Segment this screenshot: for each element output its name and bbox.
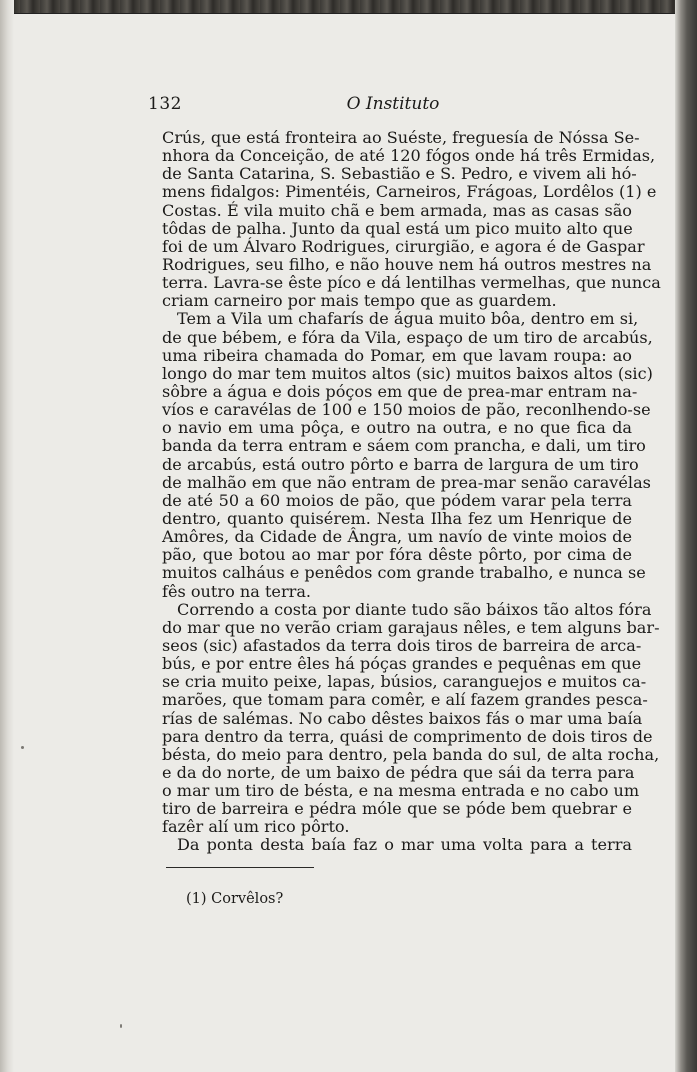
text-line: muitos calháus e penêdos com grande trabalho, e nunca se xyxy=(162,563,646,583)
text-line: Costas. É vila muito chã e bem armada, mas as casas são xyxy=(162,200,632,220)
text-line: fês outro na terra. xyxy=(162,581,312,601)
page-left-edge xyxy=(0,0,14,1072)
text-line: seos (sic) afastados da terra dois tiros de barreira de arca- xyxy=(162,635,642,655)
text-line: nhora da Conceição, de até 120 fógos onde há três Ermidas, xyxy=(162,146,656,166)
text-line: Rodrigues, seu filho, e não houve nem há outros mestres na xyxy=(162,254,652,274)
paper-speck xyxy=(21,746,24,749)
text-line: Amôres, da Cidade de Ângra, um navío de vinte moios de xyxy=(162,527,632,547)
text-line: marões, que tomam para comêr, e alí fazem grandes pesca- xyxy=(162,690,648,710)
text-line: rías de salémas. No cabo dêstes baixos fás o mar uma baía xyxy=(162,708,643,728)
text-line: uma ribeira chamada do Pomar, em que lavam roupa: ao xyxy=(162,345,632,365)
paper-speck xyxy=(120,1024,122,1028)
text-line: do mar que no verão criam garajaus nêles, e tem alguns bar- xyxy=(162,617,660,637)
text-line: de arcabús, está outro pôrto e barra de largura de um tiro xyxy=(162,454,639,474)
text-line: e da do norte, de um baixo de pédra que sái da terra para xyxy=(162,762,635,782)
book-binding-edge xyxy=(675,0,697,1072)
text-line: o navio em uma pôça, e outro na outra, e no que fica da xyxy=(162,418,632,438)
footnote-divider xyxy=(166,867,314,868)
text-line: Tem a Vila um chafarís de água muito bôa, dentro em si, xyxy=(177,309,639,329)
running-title: O Instituto xyxy=(346,94,440,114)
text-line: Da ponta desta baía faz o mar uma volta para a terra xyxy=(177,835,632,855)
text-line: mens fidalgos: Pimentéis, Carneiros, Frágoas, Lordêlos (1) e xyxy=(162,182,657,202)
text-line: bús, e por entre êles há póças grandes e pequênas em que xyxy=(162,654,642,674)
book-cover-edge xyxy=(0,0,697,14)
text-line: dentro, quanto quisérem. Nesta Ilha fez um Henrique de xyxy=(162,508,632,528)
text-line: banda da terra entram e sáem com prancha, e dali, um tiro xyxy=(162,436,646,456)
text-line: Correndo a costa por diante tudo são báixos tão altos fóra xyxy=(177,599,652,619)
page-header xyxy=(148,94,638,118)
text-line: de até 50 a 60 moios de pão, que pódem varar pela terra xyxy=(162,490,632,510)
text-line: fazêr alí um rico pôrto. xyxy=(162,817,350,837)
text-line: tôdas de palha. Junto da qual está um pico muito alto que xyxy=(162,218,633,238)
text-line: para dentro da terra, quási de comprimento de dois tiros de xyxy=(162,726,653,746)
text-line: de malhão em que não entram de prea-mar senão caravélas xyxy=(162,472,651,492)
text-line: o mar um tiro de bésta, e na mesma entrada e no cabo um xyxy=(162,781,640,801)
body-text xyxy=(162,128,661,855)
footnote: (1) Corvêlos? xyxy=(186,891,284,907)
text-line: de Santa Catarina, S. Sebastião e S. Pedro, e vivem ali hó- xyxy=(162,164,637,184)
text-line: tiro de barreira e pédra móle que se póde bem quebrar e xyxy=(162,799,632,819)
text-line: Crús, que está fronteira ao Suéste, freguesía de Nóssa Se- xyxy=(162,128,640,147)
text-line: víos e caravélas de 100 e 150 moios de pão, reconlhendo-se xyxy=(162,400,651,420)
text-line: terra. Lavra-se êste píco e dá lentilhas vermelhas, que nunca xyxy=(162,273,661,293)
text-line: pão, que botou ao mar por fóra dêste pôrto, por cima de xyxy=(162,545,632,565)
text-line: de que bébem, e fóra da Vila, espaço de um tiro de arcabús, xyxy=(162,327,653,347)
text-line: bésta, do meio para dentro, pela banda do sul, de alta rocha, xyxy=(162,744,660,764)
page-number: 132 xyxy=(148,94,182,114)
text-line: foi de um Álvaro Rodrigues, cirurgião, e agora é de Gaspar xyxy=(162,236,645,256)
text-line: sôbre a água e dois póços em que de prea-mar entram na- xyxy=(162,381,638,401)
text-line: se cria muito peixe, lapas, búsios, caranguejos e muitos ca- xyxy=(162,672,647,692)
text-line: longo do mar tem muitos altos (sic) muitos baixos altos (sic) xyxy=(162,363,653,383)
text-line: criam carneiro por mais tempo que as guardem. xyxy=(162,291,557,311)
